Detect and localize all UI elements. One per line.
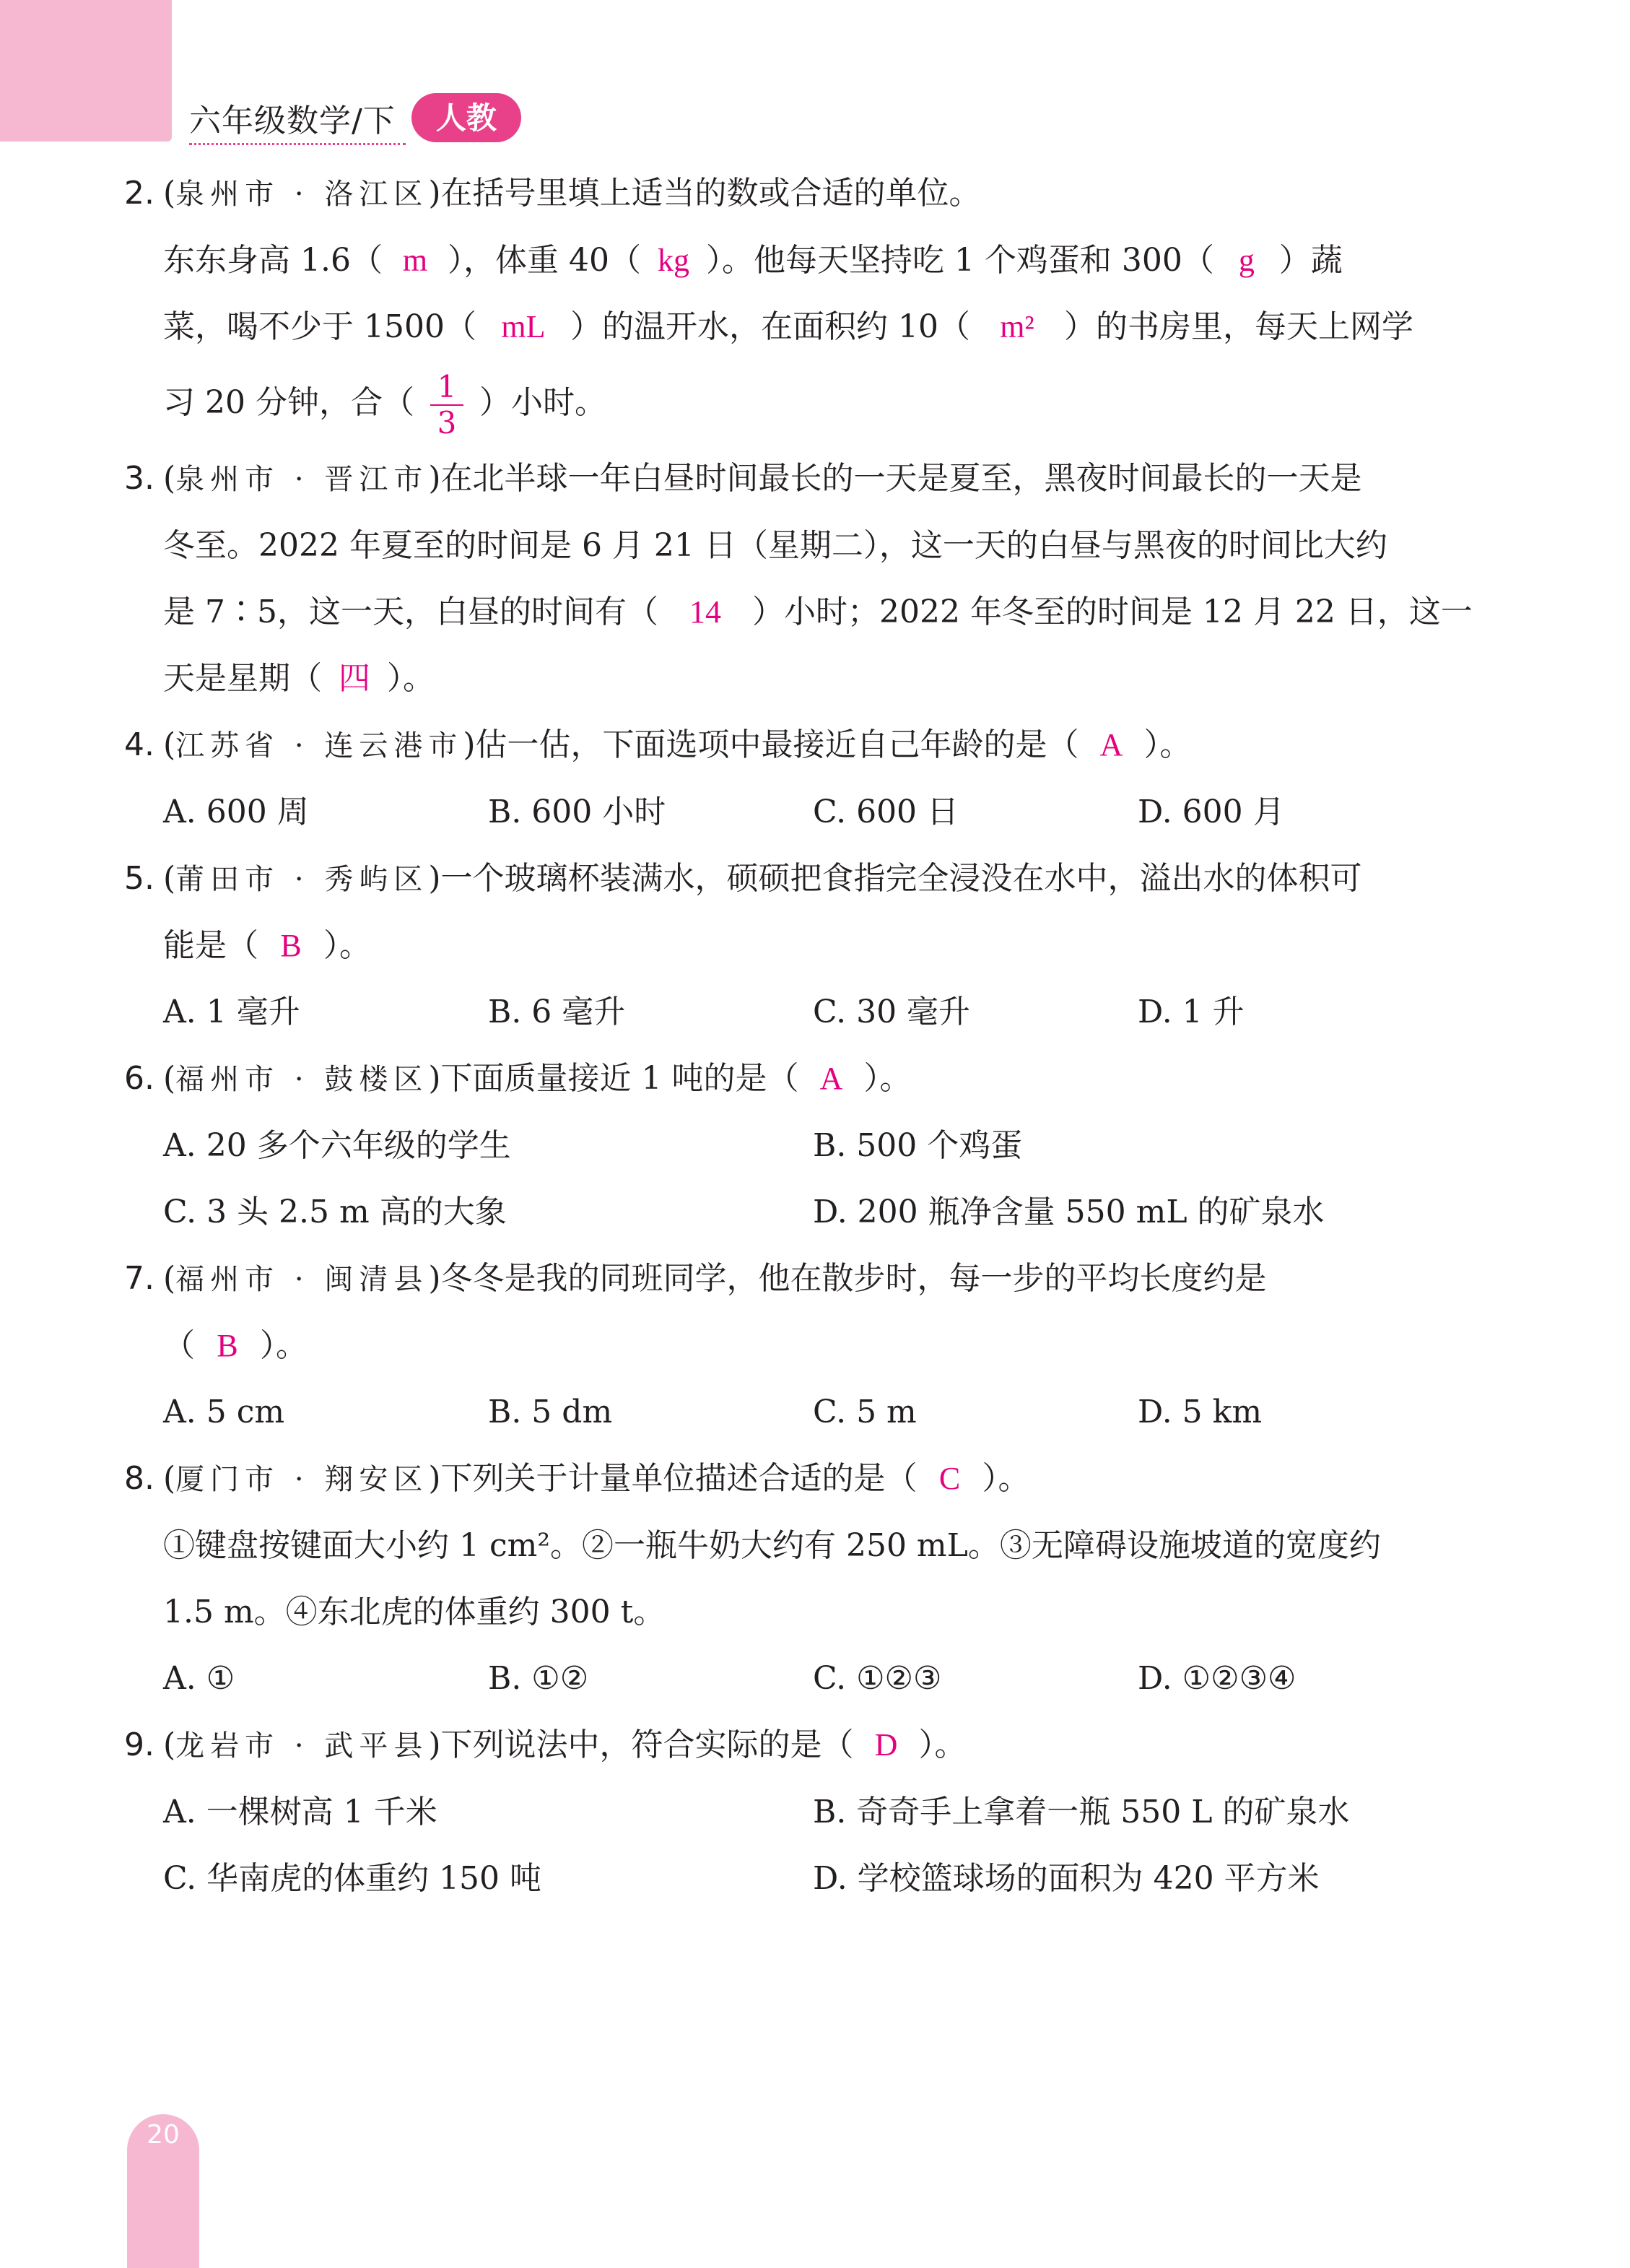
option-b: B. ①②: [488, 1660, 589, 1697]
question-9: [124, 1712, 1510, 1912]
answer: g: [1238, 243, 1255, 278]
question-number: 8.: [124, 1460, 154, 1497]
question-6: [124, 1046, 1510, 1246]
question-line: (泉州市 · 晋江市)在北半球一年白昼时间最长的一天是夏至，黑夜时间最长的一天是: [163, 460, 1362, 497]
options: [163, 779, 1510, 846]
question-number: 7.: [124, 1260, 154, 1297]
question-line: 能是（ B ）。: [163, 913, 1510, 979]
question-line: ①键盘按键面大小约 1 cm²。②一瓶牛奶大约有 250 mL。③无障碍设施坡道的宽度约: [163, 1527, 1381, 1564]
option-d: D. 600 月: [1138, 794, 1285, 830]
question-7: [124, 1246, 1510, 1446]
answer: A: [1099, 727, 1123, 762]
fraction-numerator: 1: [437, 368, 457, 404]
fraction-answer: [430, 370, 463, 440]
answer: 14: [689, 594, 721, 630]
question-number: 2.: [124, 175, 154, 212]
option-c: C. ①②③: [813, 1660, 942, 1697]
options: [163, 1379, 1510, 1446]
exercise-content: [124, 160, 1510, 1912]
question-line: (泉州市 · 洛江区)在括号里填上适当的数或合适的单位。: [163, 175, 981, 212]
question-source: 福州市 · 闽清县: [175, 1263, 429, 1296]
answer: B: [280, 928, 302, 963]
options: [163, 1779, 1510, 1912]
question-8: [124, 1446, 1510, 1712]
question-source: 龙岩市 · 武平县: [175, 1729, 429, 1763]
option-a: A. 20 多个六年级的学生: [163, 1127, 511, 1164]
option-d: D. 学校篮球场的面积为 420 平方米: [813, 1860, 1320, 1897]
question-line: 1.5 m。④东北虎的体重约 300 t。: [163, 1594, 666, 1630]
option-d: D. ①②③④: [1138, 1660, 1296, 1697]
option-b: B. 奇奇手上拿着一瓶 550 L 的矿泉水: [813, 1794, 1350, 1830]
option-b: B. 500 个鸡蛋: [813, 1127, 1023, 1164]
page-number: 20: [147, 2120, 180, 2150]
question-source: 江苏省 · 连云港市: [175, 729, 463, 762]
option-c: C. 5 m: [813, 1394, 917, 1430]
option-c: C. 600 日: [813, 794, 959, 830]
option-c: C. 30 毫升: [813, 994, 971, 1030]
question-line: （ B ）。: [163, 1313, 1510, 1379]
answer: D: [874, 1727, 898, 1763]
option-b: B. 600 小时: [488, 794, 666, 830]
question-3: [124, 446, 1510, 712]
option-c: C. 3 头 2.5 m 高的大象: [163, 1194, 507, 1230]
corner-decoration: [0, 0, 172, 142]
question-source: 厦门市 · 翔安区: [175, 1463, 429, 1496]
header-title: 六年级数学/下: [189, 103, 396, 139]
question-number: 4.: [124, 726, 154, 763]
question-number: 9.: [124, 1726, 154, 1763]
question-line: (江苏省 · 连云港市)估一估，下面选项中最接近自己年龄的是（ A ）。: [163, 712, 1510, 779]
question-number: 3.: [124, 460, 154, 497]
option-a: A. 600 周: [163, 794, 309, 830]
answer: m: [402, 243, 428, 278]
question-line: 东东身高 1.6（ m ），体重 40（ kg ）。他每天坚持吃 1 个鸡蛋和 300（ g ）蔬: [163, 227, 1510, 294]
options: [163, 1646, 1510, 1712]
question-source: 莆田市 · 秀屿区: [175, 863, 429, 896]
page-header: [189, 92, 521, 143]
fraction-denominator: 3: [437, 404, 457, 440]
answer: mL: [501, 309, 546, 344]
question-number: 6.: [124, 1060, 154, 1097]
question-source: 泉州市 · 晋江市: [175, 463, 429, 496]
option-a: A. 一棵树高 1 千米: [163, 1794, 437, 1830]
question-source: 福州市 · 鼓楼区: [175, 1063, 429, 1096]
option-d: D. 200 瓶净含量 550 mL 的矿泉水: [813, 1194, 1325, 1230]
question-line: 天是星期（ 四 ）。: [163, 646, 1510, 712]
header-badge: 人教: [411, 93, 521, 142]
question-5: [124, 846, 1510, 1046]
option-a: A. 1 毫升: [163, 994, 300, 1030]
question-line: 是 7∶5，这一天，白昼的时间有（ 14 ）小时；2022 年冬至的时间是 12 月 22 日，这一: [163, 579, 1510, 646]
answer: A: [819, 1061, 843, 1096]
answer: 四: [339, 661, 370, 696]
question-line: (厦门市 · 翔安区)下列关于计量单位描述合适的是（ C ）。: [163, 1446, 1510, 1513]
question-line: 菜，喝不少于 1500（ mL ）的温开水，在面积约 10（ m² ）的书房里，每天上网学: [163, 294, 1510, 360]
question-line: (福州市 · 鼓楼区)下面质量接近 1 吨的是（ A ）。: [163, 1046, 1510, 1113]
option-b: B. 6 毫升: [488, 994, 626, 1030]
answer: B: [217, 1328, 238, 1363]
answer: m²: [1000, 309, 1034, 344]
option-d: D. 1 升: [1138, 994, 1245, 1030]
option-d: D. 5 km: [1138, 1394, 1263, 1430]
question-line: 冬至。2022 年夏至的时间是 6 月 21 日（星期二），这一天的白昼与黑夜的时间比大约: [163, 527, 1387, 564]
question-line: (福州市 · 闽清县)冬冬是我的同班同学，他在散步时，每一步的平均长度约是: [163, 1260, 1267, 1297]
answer: C: [938, 1461, 961, 1496]
question-4: [124, 712, 1510, 846]
option-c: C. 华南虎的体重约 150 吨: [163, 1860, 542, 1897]
header-divider: [189, 143, 406, 145]
options: [163, 979, 1510, 1046]
option-a: A. ①: [163, 1660, 235, 1697]
question-line: (莆田市 · 秀屿区)一个玻璃杯装满水，硕硕把食指完全浸没在水中，溢出水的体积可: [163, 860, 1362, 897]
option-b: B. 5 dm: [488, 1394, 613, 1430]
question-line: 习 20 分钟，合（ $\frac{1}{3}$ ）小时。: [163, 368, 606, 440]
option-a: A. 5 cm: [163, 1394, 285, 1430]
options: [163, 1113, 1510, 1246]
question-source: 泉州市 · 洛江区: [175, 178, 429, 211]
question-line: (龙岩市 · 武平县)下列说法中，符合实际的是（ D ）。: [163, 1712, 1510, 1779]
answer: kg: [657, 243, 689, 278]
question-2: [124, 160, 1510, 446]
question-number: 5.: [124, 860, 154, 897]
